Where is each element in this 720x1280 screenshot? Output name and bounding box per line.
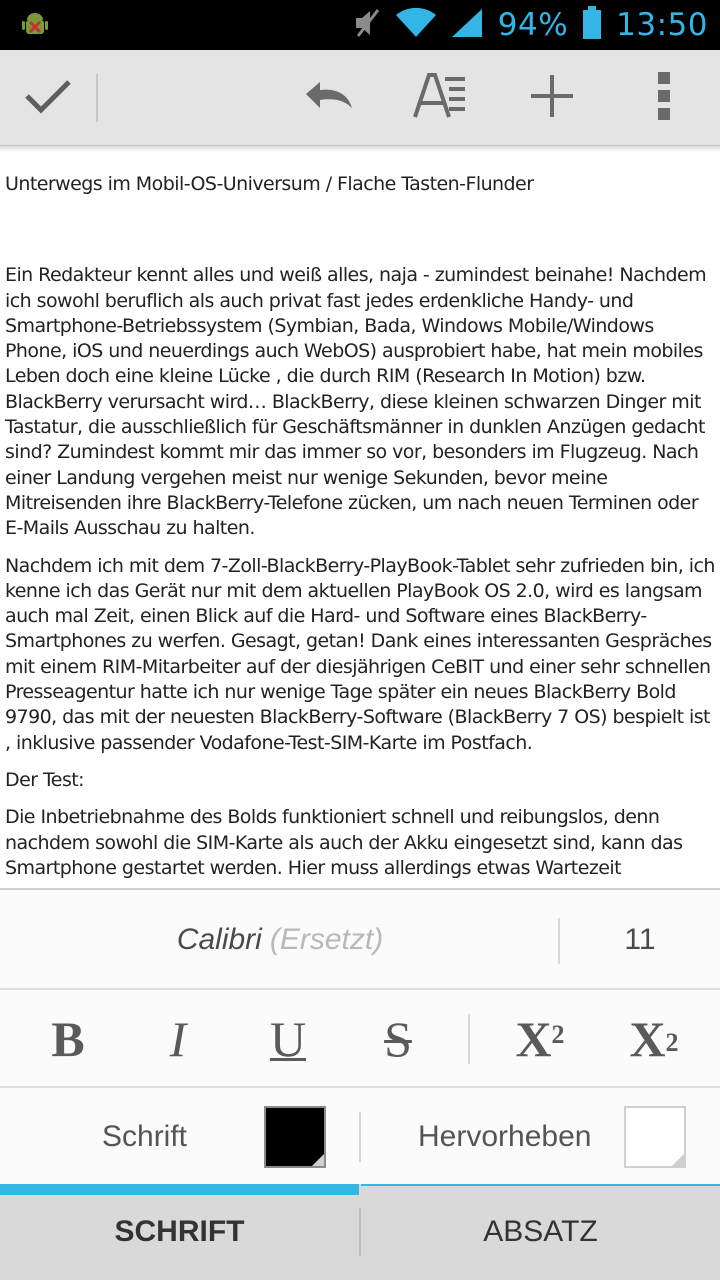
highlight-color-swatch[interactable] <box>624 1106 686 1168</box>
italic-button[interactable]: I <box>169 1011 187 1067</box>
overflow-menu-icon <box>657 72 671 125</box>
bold-button[interactable]: B <box>51 1011 85 1067</box>
android-debug-icon <box>22 11 52 39</box>
action-bar-divider <box>96 74 98 122</box>
document-paragraph[interactable]: Ein Redakteur kennt alles und weiß alles, naja - zumindest beinahe! Nachdem ich sowohl beruflich als auch privat fast jedes erdenkliche Handy- und Smartphone-Betriebssystem (Symbian, Bada, Windows Mobile/Windows Phone, iOS und neuerdings auch WebOS) ausprobiert habe, hat mein mobiles Leben doch eine kleine Lücke , die durch RIM (Research In Motion) bzw. BlackBerry verursacht wird… BlackBerry, diese kleinen schwarzen Dinger mit Tastatur, die ausschließlich für Geschäftsmänner in dunklen Anzügen gedacht sind? Zumindest kommt mir das immer so vor, besonders im Flugzeug. Nach einer Landung vergehen meist nur wenige Sekunden, bevor meine Mitreisenden ihre BlackBerry-Telefone zücken, um nach neuen Terminen oder E-Mails Ausschau zu halten. <box>5 264 707 540</box>
font-row <box>0 890 720 990</box>
swatch-corner <box>312 1154 324 1166</box>
document-paragraph[interactable]: Nachdem ich mit dem 7-Zoll-BlackBerry-PlayBook-Tablet sehr zufrieden bin, ich kenne ich das Gerät nur mit dem aktuellen PlayBook OS 2.0, wird es langsam auch mal Zeit, einen Blick auf die Hard- und Software eines BlackBerry-Smartphones zu werfen. Gesagt, getan! Dank eines interessanten Gespräches mit einem RIM-Mitarbeiter auf der diesjährigen CeBIT und einer sehr schnellen Presseagentur hatte ich nur wenige Tage später ein neues BlackBerry Bold 9790, das mit der neuesten BlackBerry-Software (BlackBerry 7 OS) bespielt ist , inklusive passender Vodafone-Test-SIM-Karte im Postfach. <box>5 554 715 754</box>
subscript-button[interactable] <box>604 990 704 1088</box>
document-paragraph[interactable]: Die Inbetriebnahme des Bolds funktioniert schnell und reibungslos, denn nachdem sowohl die SIM-Karte als auch der Akku eingesetzt sind, kann das Smartphone gestartet werden. Hier muss allerdings etwas Wartezeit <box>5 806 683 879</box>
underline-button[interactable]: U <box>269 1011 307 1067</box>
color-row-divider <box>359 1112 361 1162</box>
status-bar <box>0 0 720 50</box>
undo-icon <box>300 76 356 121</box>
font-size-selector[interactable]: 11 <box>624 923 656 956</box>
action-bar <box>0 50 720 146</box>
font-family-name: Calibri <box>176 923 262 956</box>
check-icon <box>23 76 73 121</box>
clock: 13:50 <box>616 7 708 43</box>
color-row <box>0 1088 720 1186</box>
style-row-divider <box>468 1014 470 1064</box>
font-family-selector[interactable] <box>0 890 560 990</box>
battery-percent: 94% <box>497 7 569 43</box>
subscript-mark: 2 <box>665 1028 679 1057</box>
subscript-base: X <box>629 1011 666 1067</box>
document-paragraph[interactable]: Der Test: <box>5 768 85 791</box>
highlight-label[interactable]: Hervorheben <box>418 1120 592 1153</box>
battery-icon <box>582 6 602 45</box>
done-button[interactable] <box>0 50 96 146</box>
font-replaced-note: (Ersetzt) <box>269 923 384 956</box>
text-format-button[interactable] <box>392 50 488 146</box>
superscript-mark: 2 <box>551 1020 565 1049</box>
undo-button[interactable] <box>280 50 376 146</box>
tab-absatz[interactable]: ABSATZ <box>483 1215 598 1248</box>
document-title-line[interactable]: Unterwegs im Mobil-OS-Universum / Flache Tasten-Flunder <box>5 173 534 195</box>
superscript-base: X <box>515 1011 552 1067</box>
strikethrough-button[interactable]: S <box>384 1011 412 1067</box>
style-row <box>0 990 720 1088</box>
text-color-swatch[interactable] <box>264 1106 326 1168</box>
text-format-icon <box>413 73 467 124</box>
format-tabs <box>0 1184 720 1280</box>
tab-schrift[interactable]: SCHRIFT <box>114 1215 245 1248</box>
overflow-menu-button[interactable] <box>616 50 712 146</box>
insert-button[interactable] <box>504 50 600 146</box>
document-editor[interactable] <box>0 152 720 888</box>
text-color-label[interactable]: Schrift <box>102 1120 188 1153</box>
swatch-corner <box>672 1154 684 1166</box>
wifi-icon <box>396 7 436 44</box>
mute-icon <box>352 6 382 45</box>
plus-icon <box>529 73 575 124</box>
superscript-button[interactable] <box>490 990 590 1088</box>
signal-icon <box>450 7 484 44</box>
